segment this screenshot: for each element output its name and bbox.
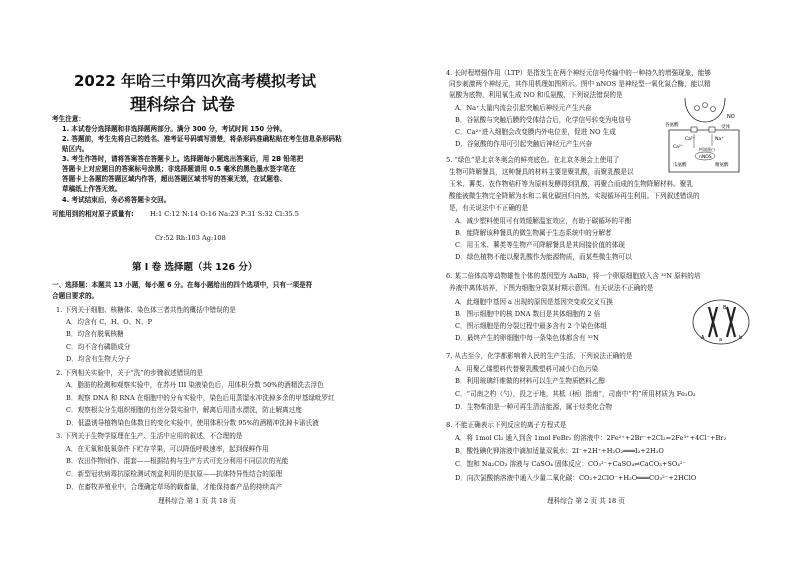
page-footer: 理科综合 第 2 页 共 18 页 bbox=[547, 497, 625, 505]
option: D．在畜牧养殖业中，合理确定草场的载畜量，才能保持畜产品的持续高产 bbox=[66, 483, 283, 491]
option: B．利用玻璃纤维做的材料可以生产生物质燃料乙醇 bbox=[455, 377, 605, 385]
note-line: 2. 答题前，考生先将自己的姓名、准考证号码填写清楚，将条形码准确粘贴在考生信息条形码粘 bbox=[62, 135, 342, 143]
question-7: 7. 从古至今，化学都影响着人民的生产生活，下列说法正确的是 bbox=[446, 352, 633, 360]
note-line: 草稿纸上作答无效。 bbox=[62, 185, 122, 193]
question-4: 4. 长时程增强作用（LTP）是指发生在两个神经元信号传输中的一种持久的增强现象，能够 bbox=[446, 69, 712, 77]
instructions-line: 一、选择题：本题共 13 小题，每小题 6 分。在每小题给出的四个选项中，只有一项是符 bbox=[52, 281, 313, 289]
option: C．均不含有磷脂成分 bbox=[66, 343, 131, 351]
option: D．低温诱导植物染色体数目的变化实验中，使用体积分数 95%的酒精冲洗掉卡诺氏液 bbox=[66, 419, 319, 427]
fig-label: Ca²⁺ bbox=[673, 145, 684, 150]
option: B．观察 DNA 和 RNA 在细胞中的分布实验中，染色后用蒸馏水冲洗掉多余的甲基绿吡罗红 bbox=[66, 394, 335, 402]
option: A．此细胞中基因 a 出现的原因是基因突变或交叉互换 bbox=[455, 298, 613, 306]
question-5-line: 生物可降解餐具，这种餐具的材料主要是聚乳酸，而聚乳酸是以 bbox=[449, 168, 634, 176]
option: A．Na⁺大量内流会引起突触后神经元产生兴奋 bbox=[455, 104, 592, 112]
fig-label: Ca²⁺ bbox=[685, 137, 696, 142]
fig-label: 钙调蛋白 bbox=[699, 147, 715, 152]
option: B．均含有脱氧核糖 bbox=[66, 330, 124, 338]
option: C．新型冠状病毒抗原检测试剂盒利用的是抗原——抗体特异性结合的原理 bbox=[66, 470, 283, 478]
fig-label: NO bbox=[727, 114, 735, 120]
option: A．减少塑料使用可有效缓解温室效应，有助于碳循环的平衡 bbox=[455, 217, 632, 225]
right-page bbox=[397, 0, 794, 561]
note-line: 3. 考生作答时，请将答案答在答题卡上。选择题每小题选出答案后，用 2B 铅笔把 bbox=[62, 155, 304, 163]
question-5-line: 是，有关说法中不正确的是 bbox=[449, 204, 529, 212]
atomic-mass-line: Cr:52 Rh:103 Ag:108 bbox=[155, 234, 226, 242]
option: A．均含有 C、H、O、N、P bbox=[66, 318, 153, 326]
option: C．“司南之杓（勺），投之于地，其柢（柄）指南”，司南中“杓”所用材质为 Fe₂O₃ bbox=[455, 390, 696, 398]
question-6-line: 养液中离体培养，下图为细胞分裂某时期示意图。有关说法不正确的是 bbox=[449, 284, 654, 292]
page-footer: 理科综合 第 1 页 共 18 页 bbox=[158, 497, 236, 505]
option: A．脂肪的检测和观察实验中，在苏丹 III 染液染色后，用体积分数 50%的酒精洗去浮色 bbox=[66, 381, 324, 389]
fig-label: a bbox=[719, 337, 723, 343]
fig-label: B bbox=[723, 305, 727, 311]
option: A．用聚乙烯塑料代替聚乳酸塑料可减少白色污染 bbox=[455, 365, 599, 373]
option: A．在无氧和低氧条件下贮存苹果，可以降低呼吸速率，起到保鲜作用 bbox=[66, 445, 269, 453]
option: B．农田作物间作、混套——根据结构与生产方式可充分利用不同层次的光能 bbox=[66, 457, 289, 465]
note-line: 贴区内。 bbox=[62, 145, 89, 153]
option: C．观察根尖分生组织细胞的有丝分裂实验中，解离后用清水漂洗，防止解离过度 bbox=[66, 406, 302, 414]
fig-label: Na⁺ bbox=[715, 137, 724, 142]
question-5: 5. “绿色”是北京冬奥会的鲜亮底色。在北京冬奥会上使用了 bbox=[446, 156, 620, 164]
exam-title: 2022 年哈三中第四次高考模拟考试 bbox=[74, 72, 316, 90]
option: D．谷氨酸的作用可引起突触后神经元产生兴奋 bbox=[455, 140, 593, 148]
option: D．绿色植物不能以聚乳酸作为能源物质，而某些微生物可以 bbox=[455, 253, 632, 261]
option: D．最终产生的卵细胞中每一条染色体都含有 ³²N bbox=[455, 334, 599, 342]
question-8: 8. 不能正确表示下列反应的离子方程式是 bbox=[446, 421, 567, 429]
question-1: 1. 下列关于细胞、核糖体、染色体三者共性的概括中错误的是 bbox=[56, 306, 236, 314]
fig-label: b bbox=[739, 335, 743, 341]
section-title: 第 I 卷 选择题（共 126 分） bbox=[132, 262, 258, 273]
question-2: 2. 下列相关实验中，关于“洗”的步骤叙述错误的是 bbox=[56, 369, 204, 377]
fig-label: 谷氨酸 bbox=[665, 123, 679, 128]
option: A．将 1mol Cl₂ 通入到含 1mol FeBr₂ 的溶液中：2Fe²⁺+2Br⁻+2Cl₂=2Fe³⁺+4Cl⁻+Br₂ bbox=[455, 434, 727, 442]
question-5-line: 玉米、薯类、农作物秸秆等为原料发酵得到乳酸，再聚合而成的生物降解材料。聚乳 bbox=[449, 180, 693, 188]
question-3: 3. 下列关于生物学原理在生产、生活中应用的叙述，不合理的是 bbox=[56, 432, 243, 440]
instructions-line: 合题目要求的。 bbox=[52, 292, 99, 300]
option: C．图示细胞是的分裂过程中最多含有 2 个染色体组 bbox=[455, 322, 607, 330]
note-line: 答题卡上各题的答题区域内作答，超出答题区域书写的答案无效，在试题卷、 bbox=[62, 175, 287, 183]
option: B．能降解该种餐具的微生物属于生态系统中的分解者 bbox=[455, 229, 612, 237]
question-6: 6. 某二倍体高等动物雄性个体的基因型为 AaBb，将一个卵原细胞放入含 ³²N 原料的培 bbox=[446, 272, 701, 280]
exam-subtitle: 理科综合 试卷 bbox=[130, 95, 235, 114]
option: D．生物柴油是一种可再生清洁能源，属于烃类化合物 bbox=[455, 403, 612, 411]
question-4-line: 同步刺激两个神经元，其作用机理如图所示。图中 nNOS 是神经型一氧化氮合酶，能以精 bbox=[449, 80, 711, 88]
option: D．向次氯酸钠溶液中通入少量二氧化碳：CO₂+2ClO⁻+H₂O═══CO₃²⁻+2HClO bbox=[455, 474, 697, 482]
fig-label: nNOS bbox=[699, 155, 712, 160]
fig-label: A bbox=[701, 335, 705, 341]
synapse-diagram bbox=[665, 96, 743, 176]
note-line: 答题卡上对应题目的答案标号涂黑；非选择题请用 0.5 毫米的黑色墨水签字笔在 bbox=[62, 165, 296, 173]
option: B．图示细胞中的核 DNA 数目是其体细胞的 2 倍 bbox=[455, 310, 601, 318]
fig-label: 受体 bbox=[721, 125, 730, 130]
cell-division-diagram bbox=[691, 297, 751, 347]
option: C．用玉米、薯类等生物产可降解餐具是其间接价值的体现 bbox=[455, 241, 625, 249]
atomic-mass-line: H:1 C:12 N:14 O:16 Na:23 P:31 S:32 Cl:35.5 bbox=[150, 210, 299, 218]
atomic-mass-label: 可能用到的相对原子质量有: bbox=[52, 210, 134, 218]
notes-heading: 考生注意： bbox=[52, 115, 85, 123]
option: B．酸性碘化钾溶液中滴加适量双氧水：2I⁻+2H⁺+H₂O₂═══I₂+2H₂O bbox=[455, 447, 664, 455]
note-line: 4. 考试结束后，务必将答题卡交回。 bbox=[62, 196, 171, 204]
question-4-line: 氨酸为底物，利用氧生成 NO 和瓜氨酸，下列说法错误的是 bbox=[449, 91, 623, 99]
option: C．Ca²⁺进入细胞会改变膜内外电位差，促进 NO 生成 bbox=[455, 128, 616, 136]
option: D．均含有生物大分子 bbox=[66, 355, 131, 363]
question-5-line: 酸能被微生物完全降解为水和二氧化碳回归自然，实现循环再生利用。下列叙述错误的 bbox=[449, 192, 700, 200]
option: C．饱和 Na₂CO₃ 溶液与 CaSO₄ 固体反应：CO₃²⁻+CaSO₄⇌CaCO₃+SO₄²⁻ bbox=[455, 460, 687, 468]
option: B．谷氨酸与突触后膜的受体结合后，化学信号转变为电信号 bbox=[455, 116, 632, 124]
fig-label: 瓜氨酸 bbox=[673, 163, 687, 168]
fig-label: 精氨酸 bbox=[715, 163, 729, 168]
note-line: 1. 本试卷分选择题和非选择题两部分。满分 300 分，考试时间 150 分钟。 bbox=[62, 125, 287, 133]
